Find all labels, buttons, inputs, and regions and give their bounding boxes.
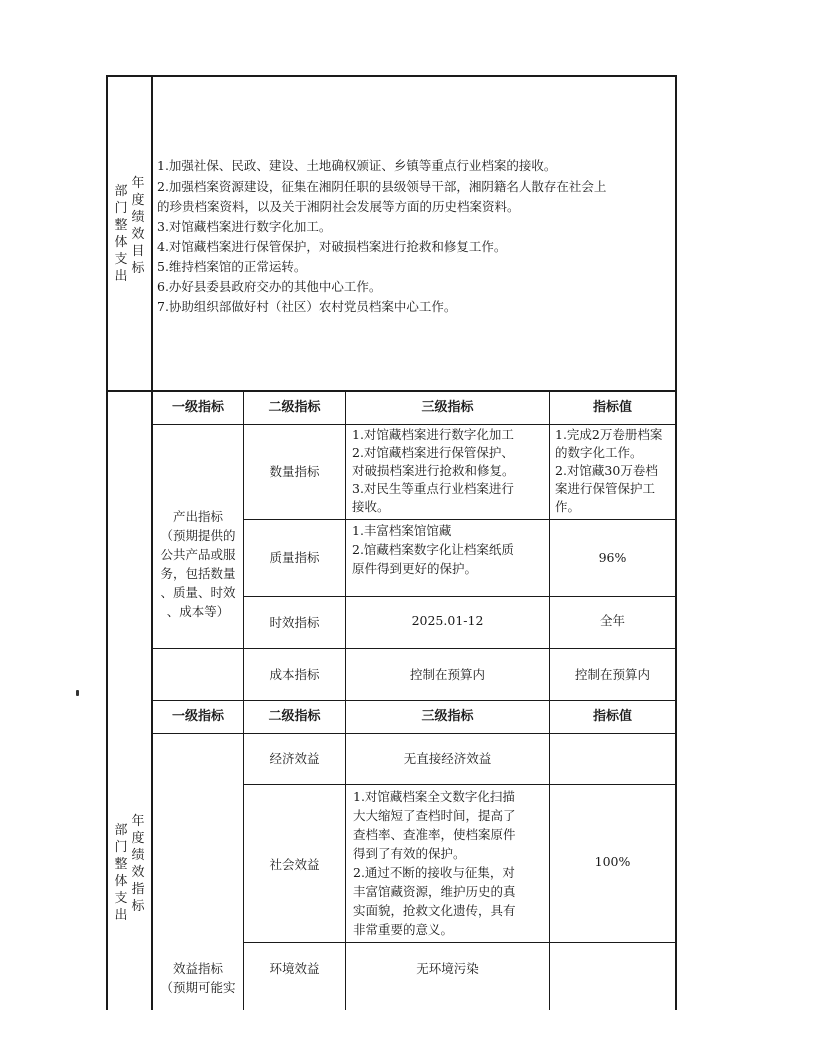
- goal-item: 1.加强社保、民政、建设、土地确权颁证、乡镇等重点行业档案的接收。: [157, 158, 557, 173]
- timeliness-value: 全年: [599, 613, 625, 628]
- header-level2: 二级指标: [268, 400, 321, 415]
- output-desc-line: （预期提供的: [160, 528, 236, 543]
- quality-level3-line: 2.馆藏档案数字化让档案纸质: [352, 542, 514, 557]
- quality-value: 96%: [598, 550, 627, 565]
- goal-item: 4.对馆藏档案进行保管保护，对破损档案进行抢救和修复工作。: [157, 239, 507, 254]
- cost-value: 控制在预算内: [574, 667, 650, 682]
- header-level3: 三级指标: [421, 400, 474, 415]
- social-level3-line: 查档率、查准率，使档案原件: [353, 827, 516, 842]
- quantity-value-line: 1.完成2万卷册档案: [555, 427, 663, 442]
- social-level3-line: 丰富馆藏资源，维护历史的真: [353, 884, 516, 899]
- quality-level3-line: 原件得到更好的保护。: [352, 561, 478, 576]
- goal-item: 6.办好县委县政府交办的其他中心工作。: [157, 279, 382, 294]
- quantity-indicator: 数量指标: [269, 464, 320, 479]
- economic-benefit: 经济效益: [269, 751, 320, 766]
- timeliness-level3: 2025.01-12: [411, 613, 484, 628]
- header-level1-repeat: 一级指标: [171, 709, 224, 724]
- section2-side-label-1: 部门整体支出: [114, 823, 128, 923]
- header-level1: 一级指标: [171, 400, 224, 415]
- quantity-value-line: 2.对馆藏30万卷档: [555, 463, 658, 478]
- header-level3-repeat: 三级指标: [421, 709, 474, 724]
- quantity-level3-line: 3.对民生等重点行业档案进行: [352, 481, 514, 496]
- section1-side-label-1: 部门整体支出: [114, 184, 128, 284]
- quantity-level3-line: 接收。: [352, 499, 390, 514]
- social-level3-line: 1.对馆藏档案全文数字化扫描: [353, 789, 515, 804]
- quantity-value-line: 案进行保管保护工: [555, 481, 656, 496]
- social-level3-line: 得到了有效的保护。: [353, 846, 466, 861]
- goal-item: 的珍贵档案资料，以及关于湘阴社会发展等方面的历史档案资料。: [157, 199, 520, 214]
- timeliness-indicator: 时效指标: [269, 615, 320, 630]
- environment-level3: 无环境污染: [416, 961, 479, 976]
- goal-item: 5.维持档案馆的正常运转。: [157, 259, 307, 274]
- social-level3-line: 实面貌，抢救文化遗传，具有: [353, 903, 516, 918]
- economic-level3: 无直接经济效益: [403, 751, 492, 766]
- goal-item: 2.加强档案资源建设，征集在湘阴任职的县级领导干部，湘阴籍名人散存在社会上: [157, 179, 607, 194]
- output-desc-line: 、质量、时效: [160, 585, 236, 600]
- section2-side-label-2: 年度绩效指标: [131, 814, 145, 914]
- cost-level3: 控制在预算内: [409, 667, 485, 682]
- quality-level3-line: 1.丰富档案馆馆藏: [352, 523, 452, 538]
- benefit-label: 效益指标: [172, 961, 223, 976]
- quantity-level3-line: 对破损档案进行抢救和修复。: [352, 463, 515, 478]
- environment-benefit: 环境效益: [269, 961, 320, 976]
- social-benefit: 社会效益: [269, 857, 320, 872]
- social-value: 100%: [594, 854, 631, 869]
- quantity-value-line: 作。: [555, 499, 581, 514]
- social-level3-line: 大大缩短了查档时间，提高了: [353, 808, 516, 823]
- quantity-value-line: 的数字化工作。: [555, 445, 643, 460]
- section1-side-label-2: 年度绩效目标: [131, 176, 145, 276]
- scan-speck: [76, 690, 79, 696]
- quality-indicator: 质量指标: [269, 550, 320, 565]
- output-label: 产出指标: [172, 509, 223, 524]
- output-desc-line: 、成本等）: [166, 604, 230, 619]
- goal-item: 7.协助组织部做好村（社区）农村党员档案中心工作。: [157, 299, 457, 314]
- social-level3-line: 2.通过不断的接收与征集，对: [353, 865, 515, 880]
- quantity-level3-line: 2.对馆藏档案进行保管保护、: [352, 445, 514, 460]
- output-desc-line: 务，包括数量: [160, 566, 236, 581]
- social-level3-line: 非常重要的意义。: [353, 922, 454, 937]
- header-level2-repeat: 二级指标: [268, 709, 321, 724]
- goal-item: 3.对馆藏档案进行数字化加工。: [157, 219, 332, 234]
- header-value: 指标值: [592, 400, 632, 415]
- output-desc-line: 公共产品或服: [160, 547, 236, 562]
- benefit-desc: （预期可能实: [160, 980, 236, 995]
- header-value-repeat: 指标值: [592, 709, 632, 724]
- quantity-level3-line: 1.对馆藏档案进行数字化加工: [352, 427, 514, 442]
- cost-indicator: 成本指标: [269, 667, 320, 682]
